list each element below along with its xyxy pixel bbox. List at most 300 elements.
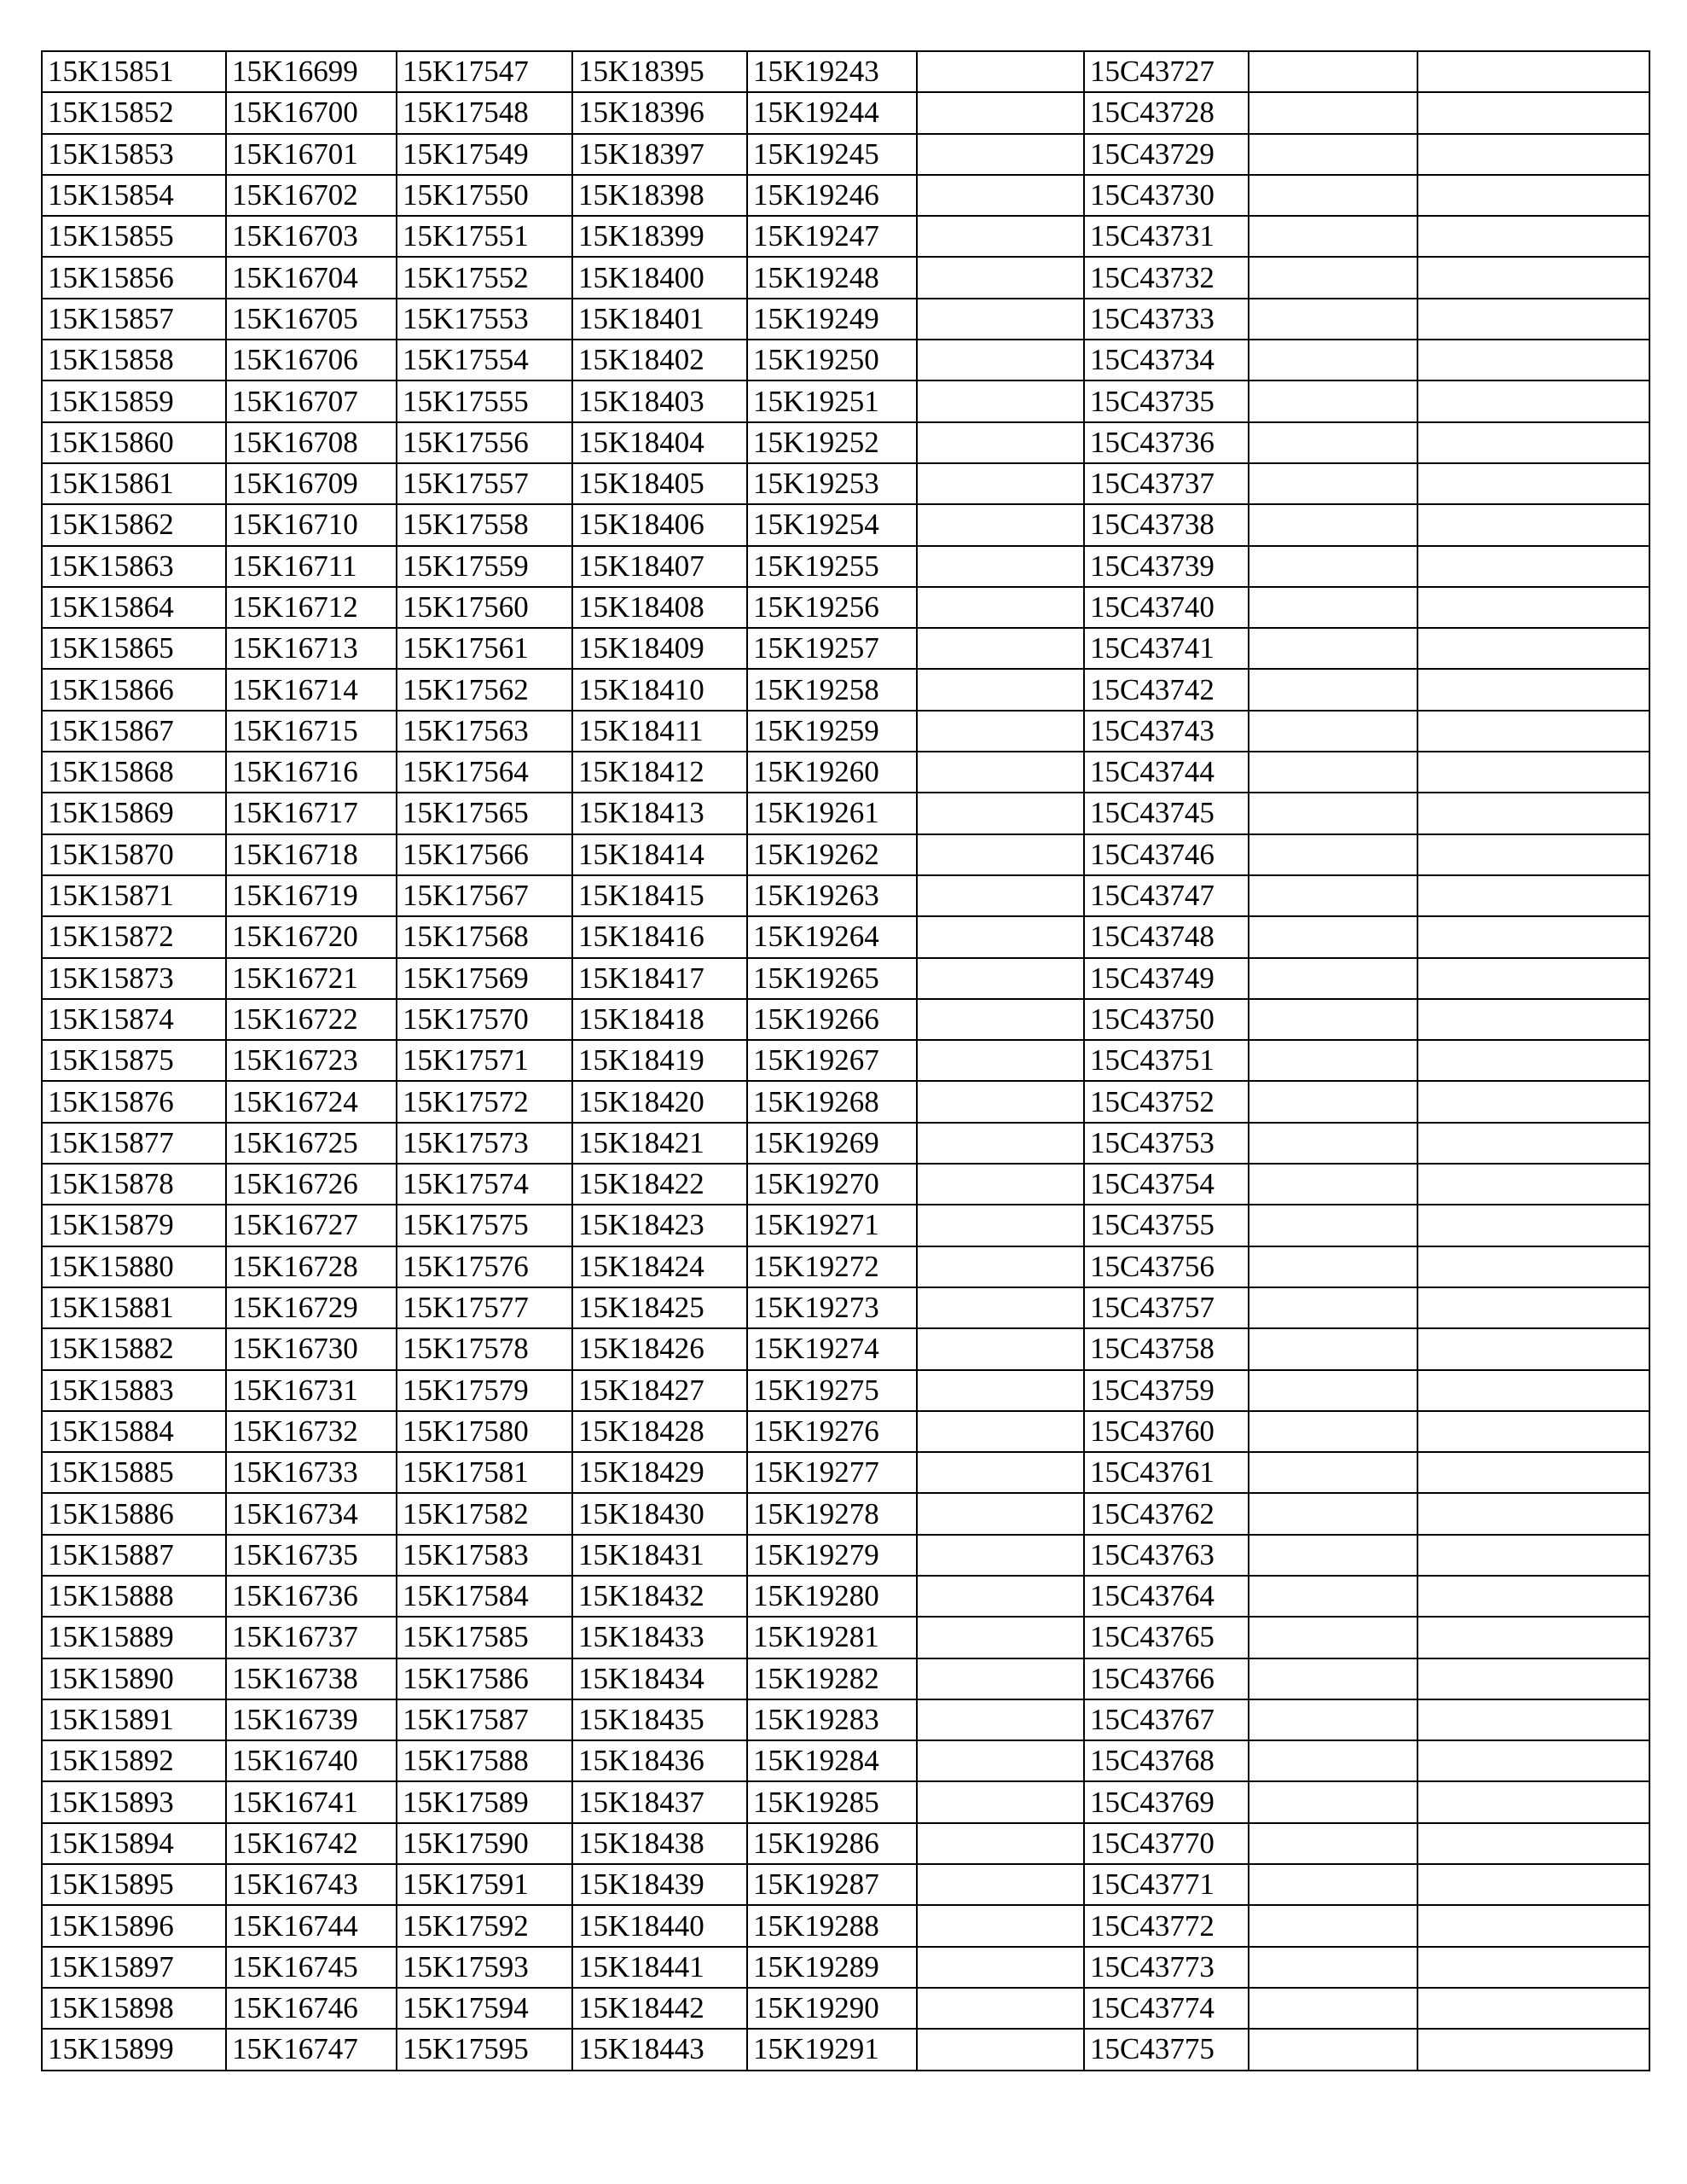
table-cell: 15K18442 <box>572 1988 747 2029</box>
table-cell <box>1249 1452 1417 1493</box>
table-row <box>42 1905 1649 1946</box>
table-row <box>42 711 1649 752</box>
table-cell: 15K17554 <box>397 340 572 380</box>
table-cell <box>1249 1328 1417 1369</box>
table-cell <box>917 175 1084 216</box>
table-cell <box>1417 752 1649 793</box>
table-cell: 15K19268 <box>747 1081 917 1122</box>
table-row <box>42 793 1649 834</box>
table-row <box>42 1823 1649 1864</box>
table-cell <box>1417 1164 1649 1205</box>
table-cell <box>917 958 1084 999</box>
table-cell <box>917 669 1084 710</box>
table-cell <box>1417 1988 1649 2029</box>
table-cell <box>917 216 1084 257</box>
table-cell: 15K19263 <box>747 875 917 916</box>
table-cell <box>1249 1947 1417 1988</box>
table-row <box>42 257 1649 298</box>
table-cell: 15K16745 <box>226 1947 397 1988</box>
table-cell <box>1417 380 1649 421</box>
table-cell <box>1417 793 1649 834</box>
table-cell: 15K16709 <box>226 463 397 504</box>
table-cell: 15K16723 <box>226 1040 397 1081</box>
table-cell: 15K15899 <box>42 2029 226 2070</box>
table-cell: 15K17582 <box>397 1493 572 1534</box>
table-cell: 15C43732 <box>1084 257 1249 298</box>
table-cell <box>1249 1164 1417 1205</box>
table-cell: 15K18432 <box>572 1576 747 1617</box>
table-cell: 15K16729 <box>226 1287 397 1328</box>
table-cell <box>1249 587 1417 628</box>
table-row <box>42 1452 1649 1493</box>
table-cell: 15K19267 <box>747 1040 917 1081</box>
table-cell: 15C43752 <box>1084 1081 1249 1122</box>
table-cell: 15K18396 <box>572 92 747 133</box>
table-cell: 15K15897 <box>42 1947 226 1988</box>
table-cell: 15K17549 <box>397 134 572 175</box>
table-cell <box>917 1576 1084 1617</box>
table-cell: 15K16705 <box>226 299 397 340</box>
table-row <box>42 834 1649 875</box>
table-cell: 15K15867 <box>42 711 226 752</box>
table-cell: 15K18428 <box>572 1411 747 1452</box>
table-cell: 15C43744 <box>1084 752 1249 793</box>
table-cell: 15K16714 <box>226 669 397 710</box>
table-cell <box>1249 1411 1417 1452</box>
table-cell: 15K18429 <box>572 1452 747 1493</box>
table-cell: 15K17584 <box>397 1576 572 1617</box>
table-cell <box>1249 1781 1417 1822</box>
table-cell <box>1417 2029 1649 2070</box>
table-row <box>42 504 1649 545</box>
table-cell: 15K16707 <box>226 380 397 421</box>
table-cell: 15K16720 <box>226 916 397 957</box>
table-cell: 15K15865 <box>42 628 226 669</box>
table-cell <box>1249 628 1417 669</box>
table-cell: 15K15894 <box>42 1823 226 1864</box>
table-cell: 15K19270 <box>747 1164 917 1205</box>
table-cell: 15K16717 <box>226 793 397 834</box>
table-cell <box>1417 1658 1649 1699</box>
table-cell: 15C43757 <box>1084 1287 1249 1328</box>
table-cell <box>1249 752 1417 793</box>
table-row <box>42 958 1649 999</box>
table-cell <box>1417 1493 1649 1534</box>
table-cell: 15K17571 <box>397 1040 572 1081</box>
table-cell: 15C43775 <box>1084 2029 1249 2070</box>
table-cell <box>1249 875 1417 916</box>
table-cell: 15K17580 <box>397 1411 572 1452</box>
table-cell: 15K19289 <box>747 1947 917 1988</box>
table-cell: 15K18441 <box>572 1947 747 1988</box>
table-cell: 15K16746 <box>226 1988 397 2029</box>
table-cell: 15C43734 <box>1084 340 1249 380</box>
table-cell <box>917 1164 1084 1205</box>
table-cell <box>917 1246 1084 1287</box>
table-cell: 15C43765 <box>1084 1617 1249 1658</box>
table-cell: 15K18407 <box>572 546 747 587</box>
table-cell <box>917 257 1084 298</box>
table-cell: 15K19265 <box>747 958 917 999</box>
table-cell: 15C43728 <box>1084 92 1249 133</box>
table-cell: 15K15860 <box>42 422 226 463</box>
table-cell <box>917 1370 1084 1411</box>
table-cell <box>1417 1040 1649 1081</box>
table-row <box>42 1864 1649 1905</box>
table-cell: 15K15891 <box>42 1699 226 1740</box>
table-cell: 15C43768 <box>1084 1740 1249 1781</box>
table-cell: 15C43739 <box>1084 546 1249 587</box>
table-cell <box>1417 92 1649 133</box>
table-row <box>42 1617 1649 1658</box>
table-cell: 15K15876 <box>42 1081 226 1122</box>
table-cell: 15C43751 <box>1084 1040 1249 1081</box>
table-cell: 15K17566 <box>397 834 572 875</box>
table-cell: 15K19252 <box>747 422 917 463</box>
table-cell: 15K18405 <box>572 463 747 504</box>
table-cell: 15K17560 <box>397 587 572 628</box>
table-row <box>42 1947 1649 1988</box>
table-cell: 15K17589 <box>397 1781 572 1822</box>
table-cell <box>1417 711 1649 752</box>
table-cell <box>917 1781 1084 1822</box>
code-table <box>41 50 1650 2071</box>
table-cell: 15K18427 <box>572 1370 747 1411</box>
table-row <box>42 216 1649 257</box>
table-cell: 15K19247 <box>747 216 917 257</box>
table-cell <box>1249 1535 1417 1576</box>
table-cell: 15C43736 <box>1084 422 1249 463</box>
table-cell <box>917 1040 1084 1081</box>
table-cell: 15K16737 <box>226 1617 397 1658</box>
table-cell: 15K17576 <box>397 1246 572 1287</box>
table-cell: 15K15869 <box>42 793 226 834</box>
table-cell <box>1249 1493 1417 1534</box>
table-cell: 15K19255 <box>747 546 917 587</box>
table-cell <box>1249 1576 1417 1617</box>
table-cell <box>1417 1781 1649 1822</box>
table-cell: 15K17574 <box>397 1164 572 1205</box>
table-cell: 15K17547 <box>397 51 572 92</box>
table-cell: 15K15881 <box>42 1287 226 1328</box>
table-cell <box>917 628 1084 669</box>
table-row <box>42 1699 1649 1740</box>
table-cell: 15K18440 <box>572 1905 747 1946</box>
table-cell: 15K19250 <box>747 340 917 380</box>
table-cell: 15K15868 <box>42 752 226 793</box>
table-cell: 15K16741 <box>226 1781 397 1822</box>
table-cell: 15K15878 <box>42 1164 226 1205</box>
table-row <box>42 916 1649 957</box>
table-cell: 15K18404 <box>572 422 747 463</box>
table-cell <box>1417 175 1649 216</box>
table-cell: 15K17561 <box>397 628 572 669</box>
table-cell: 15K19256 <box>747 587 917 628</box>
table-cell: 15K18399 <box>572 216 747 257</box>
table-body <box>42 51 1649 2071</box>
table-cell: 15K16743 <box>226 1864 397 1905</box>
table-cell: 15K18413 <box>572 793 747 834</box>
table-cell: 15K15892 <box>42 1740 226 1781</box>
table-cell: 15K19286 <box>747 1823 917 1864</box>
table-row <box>42 999 1649 1040</box>
table-cell: 15K18439 <box>572 1864 747 1905</box>
table-cell: 15K17588 <box>397 1740 572 1781</box>
table-cell: 15K18395 <box>572 51 747 92</box>
table-cell: 15K15888 <box>42 1576 226 1617</box>
table-cell <box>917 92 1084 133</box>
table-cell <box>1417 1452 1649 1493</box>
table-cell <box>917 2029 1084 2070</box>
table-cell: 15K19291 <box>747 2029 917 2070</box>
table-cell: 15K19259 <box>747 711 917 752</box>
table-cell: 15K15887 <box>42 1535 226 1576</box>
table-cell: 15C43754 <box>1084 1164 1249 1205</box>
table-cell <box>1417 1905 1649 1946</box>
table-cell: 15K15866 <box>42 669 226 710</box>
table-row <box>42 1493 1649 1534</box>
table-cell <box>1417 958 1649 999</box>
table-cell <box>1249 916 1417 957</box>
table-cell <box>1417 628 1649 669</box>
table-cell <box>917 1081 1084 1122</box>
table-cell: 15C43755 <box>1084 1205 1249 1246</box>
table-row <box>42 1781 1649 1822</box>
table-cell <box>1417 1081 1649 1122</box>
table-cell: 15K17577 <box>397 1287 572 1328</box>
table-row <box>42 1040 1649 1081</box>
table-cell <box>1249 51 1417 92</box>
table-row <box>42 463 1649 504</box>
table-cell: 15K18426 <box>572 1328 747 1369</box>
table-cell: 15K16724 <box>226 1081 397 1122</box>
table-cell: 15K19273 <box>747 1287 917 1328</box>
table-cell: 15K16722 <box>226 999 397 1040</box>
table-row <box>42 1164 1649 1205</box>
table-cell: 15K19243 <box>747 51 917 92</box>
table-cell: 15C43738 <box>1084 504 1249 545</box>
table-row <box>42 752 1649 793</box>
table-cell: 15C43729 <box>1084 134 1249 175</box>
table-cell: 15K17567 <box>397 875 572 916</box>
table-cell: 15K19275 <box>747 1370 917 1411</box>
table-cell: 15K16702 <box>226 175 397 216</box>
table-cell: 15K16713 <box>226 628 397 669</box>
table-cell: 15C43750 <box>1084 999 1249 1040</box>
table-cell: 15K17585 <box>397 1617 572 1658</box>
table-row <box>42 1287 1649 1328</box>
table-cell <box>1417 134 1649 175</box>
table-cell: 15C43753 <box>1084 1123 1249 1164</box>
table-cell: 15K17563 <box>397 711 572 752</box>
table-cell <box>1417 504 1649 545</box>
table-cell: 15K18416 <box>572 916 747 957</box>
table-cell: 15K17593 <box>397 1947 572 1988</box>
table-cell <box>917 1493 1084 1534</box>
table-cell: 15K19279 <box>747 1535 917 1576</box>
table-row <box>42 175 1649 216</box>
table-cell: 15K18412 <box>572 752 747 793</box>
table-cell: 15K18436 <box>572 1740 747 1781</box>
table-cell: 15K15851 <box>42 51 226 92</box>
table-row <box>42 1658 1649 1699</box>
table-cell <box>917 1452 1084 1493</box>
table-cell <box>1249 958 1417 999</box>
table-cell <box>1417 1287 1649 1328</box>
table-cell <box>1249 340 1417 380</box>
table-cell: 15C43760 <box>1084 1411 1249 1452</box>
table-row <box>42 628 1649 669</box>
table-cell: 15K16699 <box>226 51 397 92</box>
table-row <box>42 92 1649 133</box>
table-cell: 15K18434 <box>572 1658 747 1699</box>
table-row <box>42 1246 1649 1287</box>
table-cell <box>917 546 1084 587</box>
table-cell <box>1249 380 1417 421</box>
table-cell <box>1417 51 1649 92</box>
table-cell: 15K19253 <box>747 463 917 504</box>
table-cell <box>917 587 1084 628</box>
table-cell: 15K17594 <box>397 1988 572 2029</box>
table-row <box>42 1411 1649 1452</box>
table-cell <box>1417 1411 1649 1452</box>
table-cell: 15K18420 <box>572 1081 747 1122</box>
table-cell <box>1249 1864 1417 1905</box>
table-cell: 15K18422 <box>572 1164 747 1205</box>
table-cell: 15K17552 <box>397 257 572 298</box>
table-cell: 15K17565 <box>397 793 572 834</box>
table-cell: 15K19258 <box>747 669 917 710</box>
table-cell: 15K19244 <box>747 92 917 133</box>
table-cell: 15K15872 <box>42 916 226 957</box>
table-cell: 15K16735 <box>226 1535 397 1576</box>
table-cell <box>1417 1535 1649 1576</box>
table-cell: 15K18406 <box>572 504 747 545</box>
table-cell: 15K17592 <box>397 1905 572 1946</box>
table-cell <box>1249 1905 1417 1946</box>
table-cell: 15K19290 <box>747 1988 917 2029</box>
table-cell: 15K15895 <box>42 1864 226 1905</box>
table-cell <box>917 711 1084 752</box>
table-cell <box>917 134 1084 175</box>
table-cell: 15K15864 <box>42 587 226 628</box>
table-cell <box>1249 216 1417 257</box>
table-cell <box>1249 92 1417 133</box>
table-cell: 15K15879 <box>42 1205 226 1246</box>
table-cell: 15K15896 <box>42 1905 226 1946</box>
table-cell: 15K16733 <box>226 1452 397 1493</box>
table-row <box>42 875 1649 916</box>
table-cell: 15K17586 <box>397 1658 572 1699</box>
table-cell: 15K16744 <box>226 1905 397 1946</box>
table-cell: 15K17558 <box>397 504 572 545</box>
table-cell: 15K17578 <box>397 1328 572 1369</box>
table-cell: 15K16711 <box>226 546 397 587</box>
table-cell: 15K19278 <box>747 1493 917 1534</box>
table-cell: 15K17551 <box>397 216 572 257</box>
table-cell: 15K19283 <box>747 1699 917 1740</box>
table-cell: 15K15856 <box>42 257 226 298</box>
table-cell <box>1417 422 1649 463</box>
table-cell: 15K18411 <box>572 711 747 752</box>
table-cell: 15K19248 <box>747 257 917 298</box>
table-cell <box>1417 1328 1649 1369</box>
table-cell: 15K16706 <box>226 340 397 380</box>
table-cell <box>1417 299 1649 340</box>
table-cell: 15C43759 <box>1084 1370 1249 1411</box>
table-cell <box>1417 1823 1649 1864</box>
table-cell <box>1249 1205 1417 1246</box>
table-cell: 15K16730 <box>226 1328 397 1369</box>
table-cell <box>1249 463 1417 504</box>
table-row <box>42 587 1649 628</box>
table-cell: 15K15853 <box>42 134 226 175</box>
table-cell: 15K16721 <box>226 958 397 999</box>
table-cell: 15K18417 <box>572 958 747 999</box>
table-cell: 15K17548 <box>397 92 572 133</box>
table-cell: 15K15885 <box>42 1452 226 1493</box>
table-cell: 15K19249 <box>747 299 917 340</box>
table-cell: 15C43772 <box>1084 1905 1249 1946</box>
table-row <box>42 1535 1649 1576</box>
table-cell: 15C43748 <box>1084 916 1249 957</box>
table-cell: 15K19260 <box>747 752 917 793</box>
table-cell <box>1417 463 1649 504</box>
table-cell: 15K17555 <box>397 380 572 421</box>
table-cell: 15K15886 <box>42 1493 226 1534</box>
table-cell: 15K15883 <box>42 1370 226 1411</box>
table-cell: 15C43763 <box>1084 1535 1249 1576</box>
table-cell: 15K15890 <box>42 1658 226 1699</box>
table-cell: 15K15859 <box>42 380 226 421</box>
table-cell: 15K19285 <box>747 1781 917 1822</box>
table-cell: 15C43769 <box>1084 1781 1249 1822</box>
table-cell <box>917 1205 1084 1246</box>
table-cell: 15K18423 <box>572 1205 747 1246</box>
table-cell <box>1417 1576 1649 1617</box>
table-cell: 15K17553 <box>397 299 572 340</box>
table-cell: 15C43771 <box>1084 1864 1249 1905</box>
table-cell <box>917 504 1084 545</box>
table-cell <box>1249 1740 1417 1781</box>
table-cell: 15K18419 <box>572 1040 747 1081</box>
table-cell: 15K16736 <box>226 1576 397 1617</box>
table-cell: 15K16725 <box>226 1123 397 1164</box>
table-cell: 15K16739 <box>226 1699 397 1740</box>
table-cell <box>1249 546 1417 587</box>
table-cell: 15K18421 <box>572 1123 747 1164</box>
table-cell <box>917 1411 1084 1452</box>
table-cell <box>1249 1658 1417 1699</box>
table-cell: 15K15852 <box>42 92 226 133</box>
table-cell <box>917 1617 1084 1658</box>
table-cell: 15K15857 <box>42 299 226 340</box>
table-cell <box>917 1123 1084 1164</box>
table-cell <box>1417 1617 1649 1658</box>
table-cell: 15K16728 <box>226 1246 397 1287</box>
table-row <box>42 422 1649 463</box>
table-cell: 15K16703 <box>226 216 397 257</box>
table-cell <box>1417 916 1649 957</box>
table-cell <box>917 51 1084 92</box>
table-cell: 15K15882 <box>42 1328 226 1369</box>
table-cell: 15K16726 <box>226 1164 397 1205</box>
table-cell <box>1417 999 1649 1040</box>
table-cell: 15K19280 <box>747 1576 917 1617</box>
table-cell: 15C43741 <box>1084 628 1249 669</box>
table-cell: 15K18424 <box>572 1246 747 1287</box>
table-cell: 15C43749 <box>1084 958 1249 999</box>
